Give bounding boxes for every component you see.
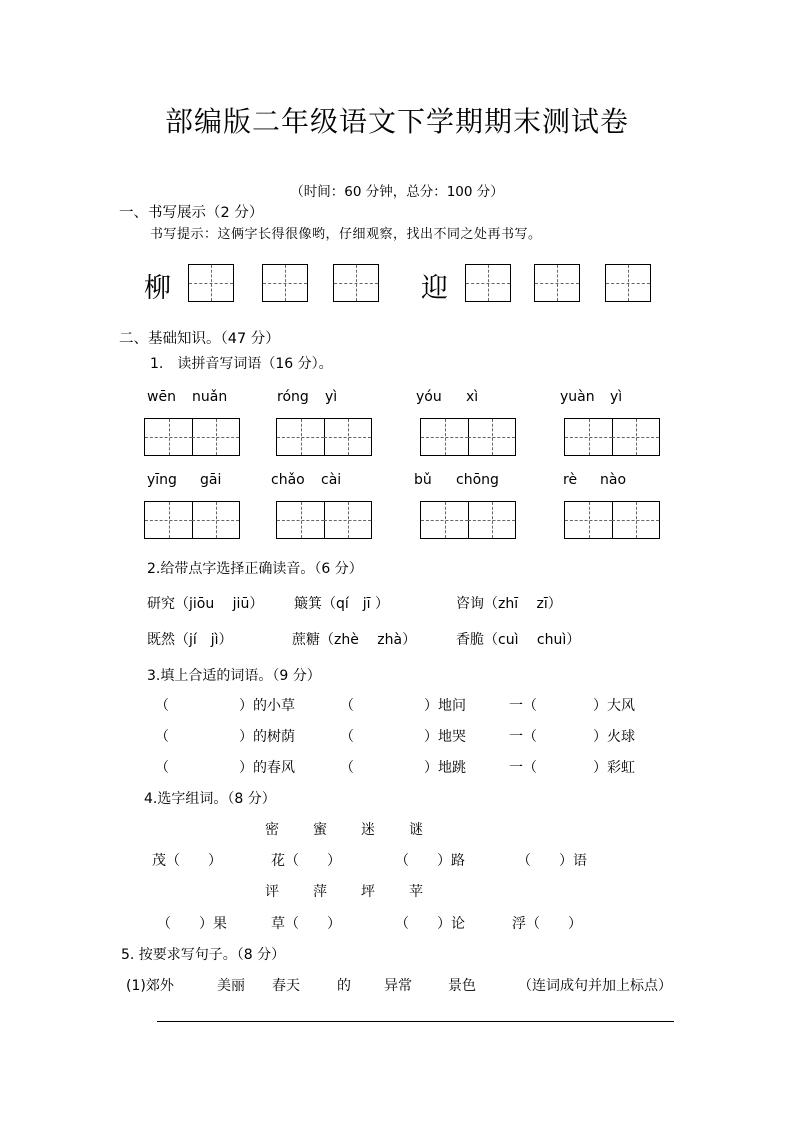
choice-char: 密 <box>265 822 279 838</box>
pronunciation-item: 簸箕（qí jī ） <box>294 596 390 612</box>
choice-char: 坪 <box>361 884 375 900</box>
q2-heading: 2.给带点字选择正确读音。（6 分） <box>147 561 363 577</box>
answer-box-pair[interactable] <box>420 501 516 539</box>
sentence-word: 的 <box>337 978 351 994</box>
sentence-word: 异常 <box>384 978 412 994</box>
word-item[interactable]: 茂（ ） <box>152 853 222 869</box>
section2-heading: 二、基础知识。（47 分） <box>119 331 280 347</box>
word-item[interactable]: （ ）语 <box>517 853 587 869</box>
pronunciation-item: 蔗糖（zhè zhà） <box>292 632 417 648</box>
writing-box[interactable] <box>605 264 651 302</box>
writing-box[interactable] <box>333 264 379 302</box>
sentence-instruction: （连词成句并加上标点） <box>518 978 672 994</box>
pinyin: yóu <box>416 389 442 405</box>
fill-item[interactable]: （ ）的春风 <box>155 760 295 776</box>
pinyin: nào <box>600 472 627 488</box>
q5-heading: 5. 按要求写句子。（8 分） <box>121 947 286 963</box>
fill-item[interactable]: （ ）地问 <box>340 698 466 714</box>
exam-info: （时间：60 分钟，总分：100 分） <box>290 184 504 200</box>
word-item[interactable]: （ ）果 <box>157 916 227 932</box>
fill-item[interactable]: 一（ ）彩虹 <box>509 760 635 776</box>
sample-char-ying: 迎 <box>421 273 448 304</box>
q3-heading: 3.填上合适的词语。（9 分） <box>147 668 321 684</box>
pinyin: rè <box>563 472 578 488</box>
section1-heading: 一、书写展示（2 分） <box>119 205 264 221</box>
writing-box[interactable] <box>465 264 511 302</box>
pinyin: yì <box>610 389 623 405</box>
pinyin: róng <box>277 389 309 405</box>
answer-line[interactable] <box>157 1021 674 1022</box>
pinyin: yuàn <box>560 389 595 405</box>
fill-item[interactable]: （ ）的树荫 <box>155 729 295 745</box>
word-item[interactable]: 草（ ） <box>271 916 341 932</box>
answer-box-pair[interactable] <box>144 418 240 456</box>
choice-char: 谜 <box>409 822 423 838</box>
writing-box[interactable] <box>188 264 234 302</box>
choice-char: 蜜 <box>313 822 327 838</box>
pinyin: wēn <box>147 389 176 405</box>
q1-heading: 1. 读拼音写词语（16 分）。 <box>150 356 333 372</box>
pinyin: gāi <box>200 472 222 488</box>
word-item[interactable]: （ ）路 <box>395 853 465 869</box>
q4-heading: 4.选字组词。（8 分） <box>144 791 276 807</box>
fill-item[interactable]: 一（ ）火球 <box>509 729 635 745</box>
writing-box[interactable] <box>262 264 308 302</box>
page-title: 部编版二年级语文下学期期末测试卷 <box>164 105 629 138</box>
answer-box-pair[interactable] <box>276 501 372 539</box>
answer-box-pair[interactable] <box>564 501 660 539</box>
answer-box-pair[interactable] <box>144 501 240 539</box>
pinyin: bǔ <box>414 472 432 488</box>
fill-item[interactable]: （ ）的小草 <box>155 698 295 714</box>
pronunciation-item: 香脆（cuì chuì） <box>456 632 581 648</box>
sample-char-liu: 柳 <box>144 273 171 304</box>
choice-char: 苹 <box>409 884 423 900</box>
choice-char: 评 <box>265 884 279 900</box>
pinyin: cài <box>321 472 342 488</box>
sentence-word: 景色 <box>448 978 476 994</box>
pinyin: nuǎn <box>192 389 228 405</box>
fill-item[interactable]: （ ）地跳 <box>340 760 466 776</box>
answer-box-pair[interactable] <box>564 418 660 456</box>
pinyin: yīng <box>147 472 177 488</box>
pinyin: chōng <box>456 472 499 488</box>
answer-box-pair[interactable] <box>420 418 516 456</box>
fill-item[interactable]: （ ）地哭 <box>340 729 466 745</box>
word-item[interactable]: 浮（ ） <box>512 916 582 932</box>
choice-char: 萍 <box>313 884 327 900</box>
sentence-word: 春天 <box>272 978 300 994</box>
sentence-word: 美丽 <box>217 978 245 994</box>
pinyin: xì <box>466 389 479 405</box>
writing-box[interactable] <box>534 264 580 302</box>
writing-hint: 书写提示：这俩字长得很像哟，仔细观察，找出不同之处再书写。 <box>150 227 542 242</box>
word-item[interactable]: 花（ ） <box>271 853 341 869</box>
pronunciation-item: 咨询（zhī zī） <box>456 596 562 612</box>
choice-char: 迷 <box>361 822 375 838</box>
pronunciation-item: 既然（jí jì） <box>147 632 233 648</box>
word-item[interactable]: （ ）论 <box>395 916 465 932</box>
pronunciation-item: 研究（jiōu jiū） <box>147 596 264 612</box>
answer-box-pair[interactable] <box>276 418 372 456</box>
pinyin: chǎo <box>271 472 305 488</box>
sentence-word: (1)郊外 <box>126 978 174 994</box>
fill-item[interactable]: 一（ ）大风 <box>509 698 635 714</box>
pinyin: yì <box>325 389 338 405</box>
